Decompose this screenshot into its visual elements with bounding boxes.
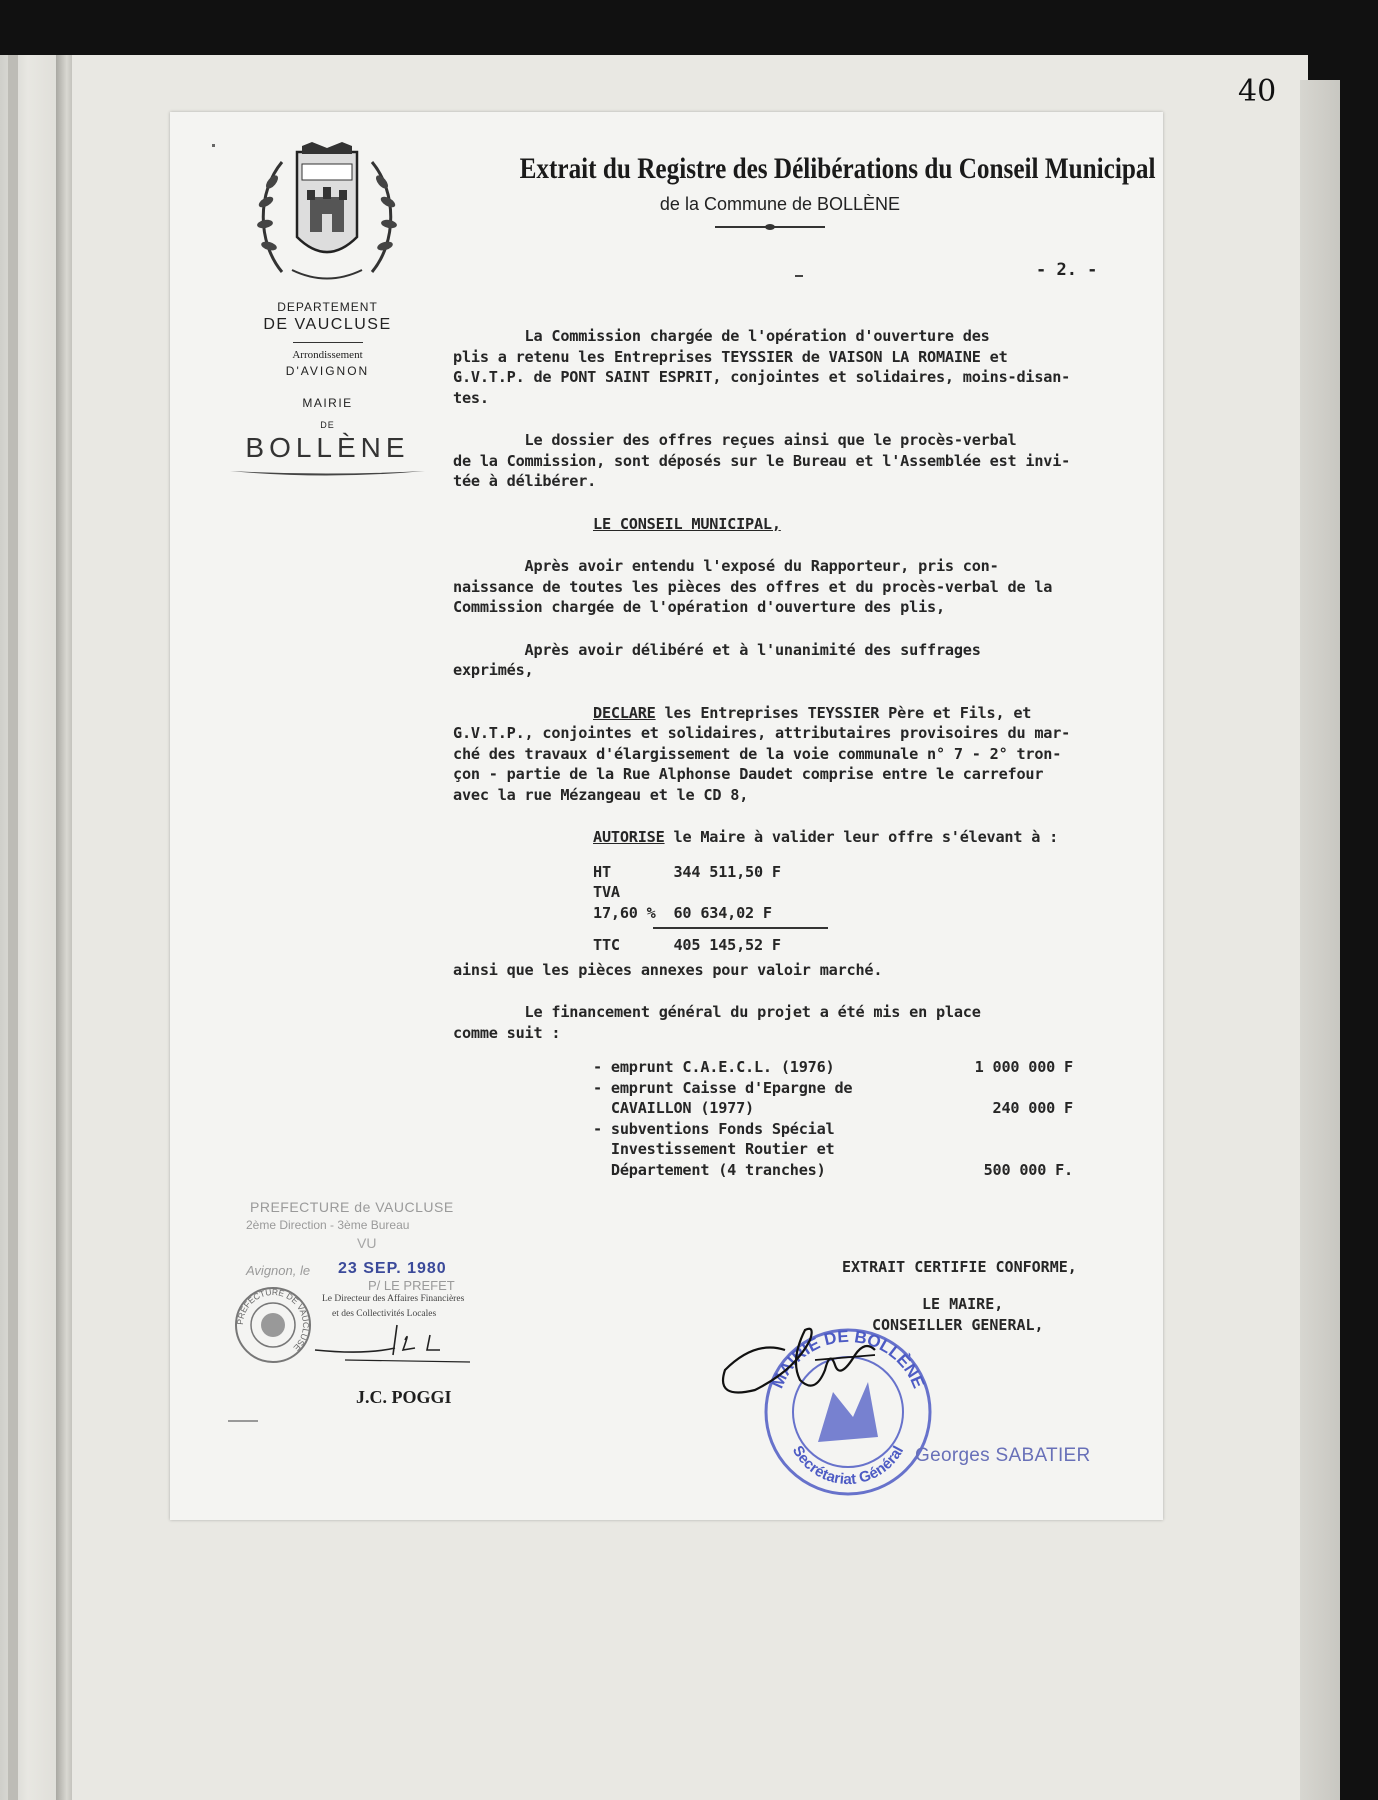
financing-row [593,1057,1153,1078]
paragraph-dossier [453,430,1153,492]
text-line: comme suit : [453,1023,561,1042]
document-subtitle: de la Commune de BOLLÈNE [659,194,901,214]
sheet-page-number: - 2. - [1036,260,1098,280]
prefecture-line4: Avignon, le [246,1263,311,1278]
letterhead-town-name: BOLLÈNE [245,432,410,463]
certify-line1: EXTRAIT CERTIFIE CONFORME, [842,1258,1077,1276]
prefecture-line5: P/ LE PREFET [368,1278,455,1293]
financing-label: - emprunt Caisse d'Epargne de [593,1078,853,1097]
paragraph-annexes [453,960,1153,981]
paper-speck [212,144,215,147]
text-line [453,827,1153,848]
mayor-name: Georges SABATIER [915,1445,1091,1466]
declare-keyword: DECLARE [593,703,656,722]
subtitle-rule [715,226,825,228]
prefecture-line6: Le Directeur des Affaires Financières [322,1294,465,1304]
amount-tva: 17,60 % 60 634,02 F [593,903,772,922]
text-line: ché des travaux d'élargissement de la voie communale n° 7 - 2° tron- [453,744,1062,763]
paragraph-council-heading [453,514,1153,535]
financing-value: 1 000 000 F [974,1058,1073,1076]
amounts-block [593,862,1153,956]
autorise-keyword: AUTORISE [593,828,665,846]
letterhead-line2: DE VAUCLUSE [263,316,392,333]
letterhead-line5: MAIRIE [302,396,353,410]
prefecture-line2: 2ème Direction - 3ème Bureau [246,1218,410,1232]
letterhead-department [225,300,430,485]
prefecture-line1: PREFECTURE de VAUCLUSE [250,1199,454,1215]
deliberation-body [453,326,1153,1180]
folio-number: 40 [1238,74,1277,109]
council-heading: LE CONSEIL MUNICIPAL, [593,514,781,533]
text-line: ainsi que les pièces annexes pour valoir marché. [453,960,883,979]
text-line: avec la rue Mézangeau et le CD 8, [453,785,749,804]
financing-label: Département (4 tranches) [593,1160,826,1179]
paper-mark [228,1420,258,1422]
text-line: naissance de toutes les pièces des offres et du procès-verbal de la [453,577,1053,596]
text-fragment: les Entreprises TEYSSIER Père et Fils, et [655,703,1032,722]
amount-tva-label: TVA [593,883,620,901]
text-line: Commission chargée de l'opération d'ouverture des plis, [453,598,945,616]
letterhead-line6: DE [320,420,335,430]
text-line: de la Commission, sont déposés sur le Bureau et l'Assemblée est invi- [453,451,1071,470]
paragraph-commission [453,326,1153,408]
text-line: Après avoir délibéré et à l'unanimité des suffrages [453,640,981,659]
certify-line2: LE MAIRE, [922,1295,1004,1313]
financing-list [593,1057,1153,1180]
document-title: Extrait du Registre des Délibérations du Conseil Municipal [519,152,1156,185]
financing-row [593,1098,1153,1119]
letterhead-line4: D'AVIGNON [285,364,370,378]
financing-label: - emprunt C.A.E.C.L. (1976) [593,1058,835,1076]
letterhead-line3: Arrondissement [292,349,363,361]
financing-value [923,1078,1073,1099]
text-line: Après avoir entendu l'exposé du Rapporteur, pris con- [453,557,999,575]
financing-value [923,1119,1073,1140]
financing-label: CAVAILLON (1977) [593,1099,754,1117]
prefecture-signature-icon [305,1320,475,1365]
left-page-edge [8,55,18,1800]
text-line: La Commission chargée de l'opération d'ouverture des [453,327,990,345]
town-crest-icon [252,142,402,287]
stamp-ring-text: MAIRIE DE BOLLÈNE [767,1326,929,1392]
financing-value [923,1139,1073,1160]
amount-ttc: TTC 405 145,52 F [593,936,781,954]
text-line: G.V.T.P., conjointes et solidaires, attributaires provisoires du mar- [453,724,1071,742]
stamp-ring-subtext: Secrétariat Général [788,1442,908,1489]
text-line: exprimés, [453,661,534,679]
financing-row [593,1160,1153,1181]
financing-label: - subventions Fonds Spécial [593,1119,835,1138]
text-line: G.V.T.P. de PONT SAINT ESPRIT, conjointes et solidaires, moins-disan- [453,368,1071,386]
amount-sum-rule [653,927,828,929]
financing-value: 500 000 F. [983,1160,1073,1179]
certify-line3: CONSEILLER GENERAL, [872,1316,1044,1334]
letterhead-rule [293,342,363,343]
financing-row [593,1078,1153,1099]
text-line: çon - partie de la Rue Alphonse Daudet comprise entre le carrefour [453,765,1044,783]
seal-ring-text: PREFECTURE DE VAUCLUSE [234,1286,312,1354]
text-line: Le financement général du projet a été mis en place [453,1003,981,1021]
financing-value: 240 000 F [992,1099,1073,1117]
mayor-signature-icon [715,1310,945,1420]
text-line: plis a retenu les Entreprises TEYSSIER de VAISON LA ROMAINE et [453,347,1008,366]
prefecture-line7: et des Collectivités Locales [332,1309,437,1319]
financing-label: Investissement Routier et [593,1140,835,1158]
letterhead-line1: DEPARTEMENT [277,300,378,314]
prefecture-seal-icon [233,1285,313,1365]
prefecture-signatory: J.C. POGGI [356,1387,452,1407]
financing-row [593,1139,1153,1160]
letterhead-swash-icon [225,466,430,480]
amount-ht: HT 344 511,50 F [593,862,781,881]
prefecture-date: 23 SEP. 1980 [338,1260,447,1277]
margin-dash [795,275,803,277]
paragraph-financement [453,1002,1153,1043]
paragraph-autorise [453,827,1153,848]
text-line: tes. [453,388,489,407]
paragraph-deliberation [453,640,1153,681]
text-line [453,703,1153,724]
prefecture-line3: VU [357,1235,377,1251]
text-fragment: le Maire à valider leur offre s'élevant à : [664,828,1059,846]
text-line: tée à délibérer. [453,472,597,490]
right-page-edge [1300,80,1340,1800]
text-line: Le dossier des offres reçues ainsi que le procès-verbal [453,431,1017,449]
paragraph-expose [453,556,1153,618]
paragraph-declare [453,703,1153,806]
financing-row [593,1119,1153,1140]
